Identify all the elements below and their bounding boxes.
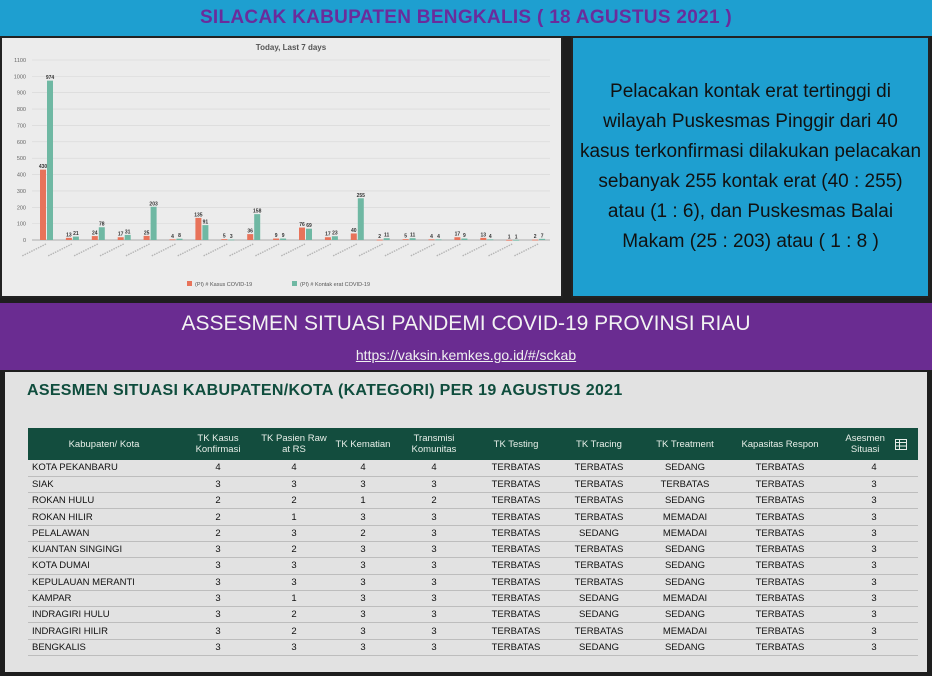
- table-cell: SEDANG: [664, 609, 706, 621]
- table-row[interactable]: [28, 476, 918, 492]
- table-row[interactable]: [28, 509, 918, 525]
- table-cell: TERBATAS: [574, 495, 624, 507]
- bar: [351, 233, 357, 240]
- column-header-asesmen[interactable]: [830, 428, 918, 460]
- table-row[interactable]: [28, 460, 918, 476]
- bar: [358, 198, 364, 240]
- table-cell: TERBATAS: [491, 641, 541, 653]
- table-cell: TERBATAS: [755, 609, 805, 621]
- bar: [254, 214, 260, 240]
- data-label: 430: [38, 164, 48, 171]
- data-label: 13: [66, 232, 72, 239]
- table-cell: TERBATAS: [755, 544, 805, 556]
- table-cell: 3: [871, 544, 877, 556]
- data-label: 13: [480, 232, 487, 239]
- x-tick-label: [126, 244, 150, 256]
- table-cell: 3: [360, 625, 366, 637]
- table-cell: TERBATAS: [755, 462, 805, 474]
- table-cell: 3: [871, 495, 877, 507]
- section-title: ASSESMEN SITUASI PANDEMI COVID-19 PROVINSI RIAU: [181, 312, 751, 335]
- region-name-cell: KAMPAR: [32, 593, 72, 605]
- table-row[interactable]: [28, 639, 918, 655]
- table-cell: 3: [871, 609, 877, 621]
- table-cell: 4: [215, 462, 221, 474]
- column-header[interactable]: TK Kematian: [335, 438, 391, 450]
- table-cell: TERBATAS: [755, 527, 805, 539]
- table-cell: 3: [215, 478, 221, 490]
- table-cell: TERBATAS: [491, 478, 541, 490]
- legend-label: (PI) # Kasus COVID-19: [195, 282, 253, 288]
- table-cell: 3: [431, 544, 437, 556]
- region-name-cell: SIAK: [32, 478, 54, 490]
- y-tick-label: 900: [16, 90, 26, 97]
- table-cell: 3: [871, 641, 877, 653]
- bar: [73, 237, 79, 240]
- table-cell: 3: [291, 641, 297, 653]
- table-cell: TERBATAS: [574, 511, 624, 523]
- table-cell: TERBATAS: [491, 576, 541, 588]
- table-cell: 3: [871, 625, 877, 637]
- table-cell: TERBATAS: [491, 544, 541, 556]
- data-label: 9: [281, 233, 285, 240]
- table-cell: 2: [291, 544, 297, 556]
- y-tick-label: 100: [16, 221, 26, 228]
- data-label: 203: [149, 201, 158, 208]
- table-cell: TERBATAS: [574, 544, 624, 556]
- table-cell: TERBATAS: [491, 593, 541, 605]
- column-header[interactable]: Kapasitas Respon: [741, 438, 819, 450]
- table-cell: 3: [871, 560, 877, 572]
- table-cell: SEDANG: [578, 527, 620, 539]
- data-label: 40: [351, 227, 357, 234]
- table-cell: TERBATAS: [491, 560, 541, 572]
- x-tick-label: [307, 244, 331, 256]
- x-tick-label: [436, 244, 460, 256]
- table-cell: TERBATAS: [491, 625, 541, 637]
- table-cell: 2: [215, 511, 221, 523]
- table-cell: 3: [360, 511, 366, 523]
- table-cell: MEMADAI: [662, 625, 708, 637]
- table-heading: ASESMEN SITUASI KABUPATEN/KOTA (KATEGORI) PER 19 AGUSTUS 2021: [27, 382, 623, 399]
- table-cell: 3: [215, 609, 221, 621]
- table-cell: 3: [871, 593, 877, 605]
- region-name-cell: PELALAWAN: [32, 527, 90, 539]
- assessment-table: [28, 428, 918, 656]
- data-label: 24: [92, 230, 98, 237]
- table-row[interactable]: [28, 525, 918, 541]
- bar: [47, 81, 53, 240]
- bar: [299, 228, 305, 240]
- data-label: 36: [247, 228, 253, 235]
- table-cell: TERBATAS: [574, 576, 624, 588]
- x-tick-label: [22, 244, 46, 256]
- x-tick-label: [385, 244, 409, 256]
- x-tick-label: [488, 244, 512, 256]
- column-header-label: Asesmen Situasi: [845, 433, 885, 455]
- table-cell: 2: [215, 495, 221, 507]
- table-body: [28, 460, 918, 656]
- table-cell: SEDANG: [664, 544, 706, 556]
- banner-title: SILACAK KABUPATEN BENGKALIS ( 18 AGUSTUS 2021 ): [199, 7, 733, 28]
- info-text: Pelacakan kontak erat tertinggi di wilayah Puskesmas Pinggir dari 40 kasus terkonfirmasi dilakukan pelacakan sebanyak 255 kontak erat (40 : 255) atau (1 : 6), dan Puskesmas Balai Makam (25 : 203) atau ( 1 : 8 ): [579, 81, 922, 252]
- data-label: 255: [356, 192, 365, 199]
- y-tick-label: 500: [16, 156, 26, 163]
- bar: [247, 234, 253, 240]
- table-cell: 3: [360, 609, 366, 621]
- table-cell: 3: [360, 478, 366, 490]
- data-label: 974: [45, 75, 55, 82]
- table-cell: TERBATAS: [574, 478, 624, 490]
- data-label: 17: [454, 231, 461, 238]
- table-cell: TERBATAS: [755, 495, 805, 507]
- table-cell: 3: [431, 478, 437, 490]
- region-name-cell: KOTA DUMAI: [32, 560, 90, 572]
- y-tick-label: 700: [16, 123, 26, 130]
- table-cell: TERBATAS: [755, 478, 805, 490]
- table-cell: 2: [291, 609, 297, 621]
- legend-swatch: [292, 281, 297, 286]
- table-cell: TERBATAS: [755, 576, 805, 588]
- data-label: 4: [171, 233, 174, 240]
- x-tick-label: [333, 244, 357, 256]
- table-cell: 4: [431, 462, 437, 474]
- table-cell: TERBATAS: [755, 625, 805, 637]
- column-header[interactable]: TK Testing: [493, 438, 539, 450]
- y-tick-label: 600: [16, 139, 26, 146]
- table-cell: 4: [871, 462, 877, 474]
- table-cell: SEDANG: [578, 609, 620, 621]
- table-cell: 3: [871, 576, 877, 588]
- table-cell: 3: [431, 560, 437, 572]
- data-label: 17: [117, 231, 124, 238]
- table-cell: TERBATAS: [491, 609, 541, 621]
- data-label: 4: [430, 233, 433, 240]
- data-label: 5: [404, 233, 407, 240]
- table-cell: 3: [291, 478, 297, 490]
- y-tick-label: 0: [22, 238, 26, 244]
- data-label: 7: [540, 233, 544, 240]
- column-header[interactable]: Kabupaten/ Kota: [68, 438, 140, 450]
- table-cell: 3: [215, 576, 221, 588]
- table-cell: TERBATAS: [491, 495, 541, 507]
- table-cell: MEMADAI: [662, 593, 708, 605]
- table-cell: 3: [431, 593, 437, 605]
- bar: [144, 236, 150, 240]
- x-tick-label: [203, 244, 227, 256]
- table-cell: TERBATAS: [574, 560, 624, 572]
- data-label: 135: [194, 212, 203, 219]
- table-cell: SEDANG: [664, 560, 706, 572]
- table-cell: 2: [431, 495, 437, 507]
- data-label: 17: [325, 231, 331, 238]
- table-cell: 1: [291, 593, 297, 605]
- table-cell: 3: [871, 527, 877, 539]
- bar: [92, 236, 98, 240]
- data-label: 11: [409, 232, 416, 239]
- x-tick-label: [255, 244, 279, 256]
- table-cell: 3: [360, 641, 366, 653]
- table-cell: 3: [215, 641, 221, 653]
- table-cell: 3: [871, 511, 877, 523]
- y-tick-label: 800: [16, 107, 26, 114]
- table-cell: SEDANG: [664, 576, 706, 588]
- table-cell: TERBATAS: [755, 593, 805, 605]
- bar: [40, 170, 46, 240]
- column-header[interactable]: TK Treatment: [656, 438, 714, 450]
- x-tick-label: [281, 244, 305, 256]
- table-cell: TERBATAS: [491, 462, 541, 474]
- y-tick-label: 400: [16, 172, 26, 179]
- table-row[interactable]: [28, 607, 918, 623]
- column-header[interactable]: Transmisi Komunitas: [411, 433, 457, 455]
- table-cell: 3: [871, 478, 877, 490]
- chart-panel: [0, 36, 563, 298]
- table-cell: 3: [431, 609, 437, 621]
- source-link[interactable]: https://vaksin.kemkes.go.id/#/sckab: [355, 347, 577, 363]
- region-name-cell: INDRAGIRI HULU: [32, 609, 110, 621]
- data-label: 11: [384, 232, 390, 239]
- y-tick-label: 200: [16, 205, 26, 212]
- table-cell: 2: [215, 527, 221, 539]
- table-row[interactable]: [28, 558, 918, 574]
- bar: [202, 225, 208, 240]
- table-row[interactable]: [28, 493, 918, 509]
- table-header-row: [28, 428, 918, 460]
- data-label: 5: [222, 233, 226, 240]
- y-tick-label: 300: [16, 188, 26, 195]
- table-cell: 3: [360, 544, 366, 556]
- region-name-cell: INDRAGIRI HILIR: [32, 625, 109, 637]
- y-tick-label: 1100: [14, 58, 26, 64]
- table-cell: 3: [431, 625, 437, 637]
- bar: [151, 207, 157, 240]
- table-cell: 3: [215, 544, 221, 556]
- top-banner: [0, 0, 932, 36]
- data-label: 8: [178, 233, 181, 240]
- data-label: 91: [202, 219, 209, 226]
- x-tick-label: [514, 244, 538, 256]
- x-tick-label: [229, 244, 253, 256]
- table-cell: 3: [215, 593, 221, 605]
- table-cell: 4: [360, 462, 366, 474]
- table-cell: 3: [360, 560, 366, 572]
- table-cell: TERBATAS: [491, 527, 541, 539]
- x-tick-label: [411, 244, 435, 256]
- y-tick-label: 1000: [13, 74, 26, 81]
- data-label: 9: [463, 233, 466, 240]
- region-name-cell: ROKAN HULU: [32, 495, 95, 507]
- region-name-cell: ROKAN HILIR: [32, 511, 93, 523]
- bar: [125, 235, 131, 240]
- data-label: 25: [143, 230, 150, 237]
- table-cell: SEDANG: [664, 495, 706, 507]
- bar: [195, 218, 201, 240]
- x-tick-label: [462, 244, 486, 256]
- table-cell: 3: [291, 576, 297, 588]
- table-cell: TERBATAS: [574, 625, 624, 637]
- table-cell: 2: [291, 495, 297, 507]
- column-header[interactable]: TK Tracing: [576, 438, 622, 450]
- table-cell: TERBATAS: [491, 511, 541, 523]
- data-label: 21: [73, 231, 79, 238]
- table-cell: 4: [291, 462, 297, 474]
- data-label: 23: [332, 230, 338, 237]
- table-cell: MEMADAI: [662, 511, 708, 523]
- table-cell: 2: [360, 527, 366, 539]
- table-cell: TERBATAS: [574, 462, 624, 474]
- legend-swatch: [187, 281, 192, 286]
- region-name-cell: KEPULAUAN MERANTI: [32, 576, 135, 588]
- table-cell: 1: [291, 511, 297, 523]
- data-label: 76: [299, 222, 305, 229]
- table-row[interactable]: [28, 541, 918, 557]
- data-label: 1: [507, 234, 511, 241]
- table-cell: TERBATAS: [660, 478, 710, 490]
- table-cell: TERBATAS: [755, 511, 805, 523]
- table-cell: SEDANG: [578, 593, 620, 605]
- data-label: 4: [437, 233, 440, 240]
- table-cell: 3: [431, 527, 437, 539]
- table-cell: SEDANG: [664, 462, 706, 474]
- data-label: 3: [229, 234, 233, 241]
- data-label: 69: [306, 223, 312, 230]
- table-cell: 3: [431, 641, 437, 653]
- data-label: 2: [533, 234, 537, 241]
- table-row[interactable]: [28, 574, 918, 590]
- data-label: 9: [274, 233, 278, 240]
- data-label: 78: [99, 221, 105, 228]
- x-tick-label: [177, 244, 201, 256]
- table-cell: 3: [215, 560, 221, 572]
- x-tick-label: [359, 244, 383, 256]
- table-cell: SEDANG: [578, 641, 620, 653]
- table-cell: 3: [360, 593, 366, 605]
- data-label: 2: [378, 234, 382, 241]
- table-cell: TERBATAS: [755, 641, 805, 653]
- table-row[interactable]: [28, 590, 918, 606]
- legend-label: (PI) # Kontak erat COVID-19: [300, 282, 370, 288]
- x-tick-label: [74, 244, 98, 256]
- table-cell: 3: [360, 576, 366, 588]
- table-options-icon[interactable]: [895, 439, 907, 450]
- data-label: 31: [124, 229, 131, 236]
- table-cell: 3: [215, 625, 221, 637]
- table-cell: 1: [360, 495, 366, 507]
- bar: [99, 227, 105, 240]
- table-cell: 3: [431, 511, 437, 523]
- region-name-cell: BENGKALIS: [32, 641, 86, 653]
- bar-chart: [2, 38, 561, 296]
- info-panel: [571, 36, 930, 298]
- region-name-cell: KOTA PEKANBARU: [32, 462, 118, 474]
- data-label: 158: [253, 208, 262, 215]
- x-tick-label: [152, 244, 176, 256]
- column-header[interactable]: TK Kasus Konfirmasi: [195, 433, 241, 455]
- column-header[interactable]: TK Pasien Raw at RS: [261, 433, 327, 455]
- table-cell: 3: [431, 576, 437, 588]
- x-tick-label: [100, 244, 124, 256]
- table-cell: 2: [291, 625, 297, 637]
- table-cell: 3: [291, 560, 297, 572]
- bar: [332, 236, 338, 240]
- data-label: 4: [488, 233, 492, 240]
- table-cell: 3: [291, 527, 297, 539]
- table-cell: TERBATAS: [755, 560, 805, 572]
- data-label: 1: [514, 234, 518, 241]
- bar: [306, 229, 312, 240]
- table-row[interactable]: [28, 623, 918, 639]
- table-cell: SEDANG: [664, 641, 706, 653]
- x-tick-label: [48, 244, 72, 256]
- region-name-cell: KUANTAN SINGINGI: [32, 544, 123, 556]
- chart-title: Today, Last 7 days: [255, 43, 327, 52]
- table-cell: MEMADAI: [662, 527, 708, 539]
